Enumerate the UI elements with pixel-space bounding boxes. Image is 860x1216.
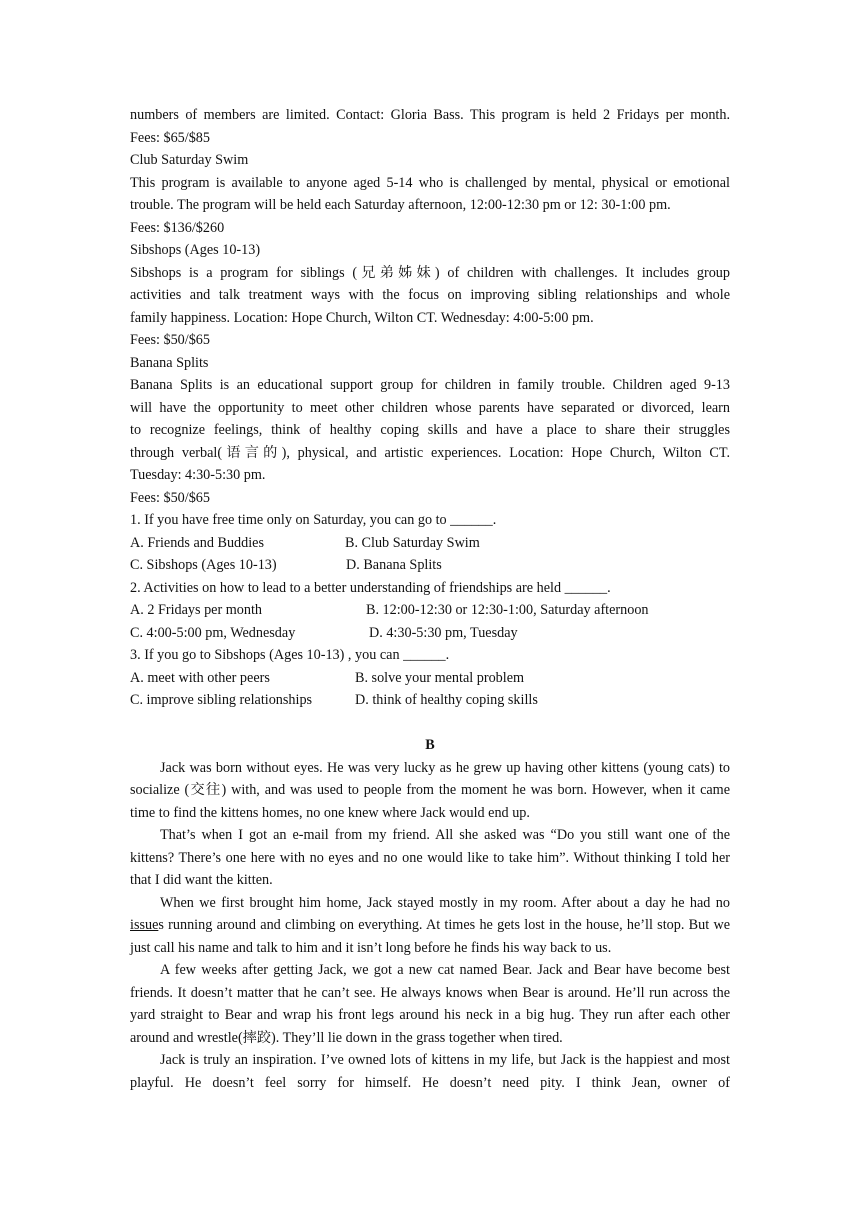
paragraph: Jack was born without eyes. He was very lucky as he grew up having other kittens (young cats) to socialize (交往) with, and was used to people from the moment he was born. However, when it came time to find the kittens homes, no one knew where Jack would end up. — [130, 759, 730, 821]
program-title: Sibshops (Ages 10-13) — [130, 242, 261, 258]
option-a: A. 2 Fridays per month — [130, 602, 263, 618]
paragraph: Jack is truly an inspiration. I’ve owned lots of kittens in my life, but Jack is the happiest and most playful. He doesn’t feel sorry for himself. He doesn’t need pity. I think Jean, owner of — [130, 1052, 730, 1091]
text-line: Banana Splits is an educational support group for children in family trouble. Children aged 9-13 — [130, 377, 730, 393]
option-a: A. Friends and Buddies — [130, 534, 264, 551]
option-b: B. solve your mental problem — [355, 669, 525, 686]
program-title: Banana Splits — [130, 354, 209, 371]
paragraph: That’s when I got an e-mail from my friend. All she asked was “Do you still want one of the kittens? There’s one here with no eyes and no one would like to take him”. Without thinking I told her that I did want the kitten. — [130, 827, 730, 888]
paragraph-text: s running around and climbing on everything. At times he gets lost in the house, he’ll stop. But we just call his name and talk to him and it isn’t long before he finds his way back to us. — [130, 917, 730, 956]
option-row — [130, 554, 730, 577]
paragraph-text: When we first brought him home, Jack stayed mostly in my room. After about a day he had no — [160, 894, 730, 911]
option-d: D. think of healthy coping skills — [355, 692, 538, 708]
fees-line: Fees: $136/$260 — [130, 219, 225, 236]
option-row — [130, 667, 730, 690]
option-row — [130, 689, 730, 712]
text-line: to recognize feelings, think of healthy coping skills and have a place to share their struggles — [130, 422, 730, 438]
paragraph: A few weeks after getting Jack, we got a new cat named Bear. Jack and Bear have become best friends. It doesn’t matter that he can’t see. He always knows when Bear is around. He’ll run across the yard straight to Bear and wrap his front legs around his neck in a big hug. They run after each other around and wrestle(摔跤). They’ll lie down in the grass together when tired. — [130, 962, 730, 1046]
question-stem: 1. If you have free time only on Saturday, you can go to ______. — [130, 512, 497, 528]
option-d: D. Banana Splits — [346, 557, 442, 573]
option-c: C. 4:00-5:00 pm, Wednesday — [130, 624, 296, 641]
option-row — [130, 599, 730, 622]
program-title: Club Saturday Swim — [130, 152, 249, 168]
option-d: D. 4:30-5:30 pm, Tuesday — [369, 624, 518, 641]
text-line: activities and talk treatment ways with the focus on improving sibling relationships and whole — [130, 287, 730, 303]
text-line: This program is available to anyone aged 5-14 who is challenged by mental, physical or emotional — [130, 174, 730, 191]
option-a: A. meet with other peers — [130, 669, 270, 686]
text-line: through verbal(语言的), physical, and artistic experiences. Location: Hope Church, Wilton CT. — [130, 444, 730, 461]
text-line: family happiness. Location: Hope Church, Wilton CT. Wednesday: 4:00-5:00 pm. — [130, 309, 594, 326]
option-b: B. 12:00-12:30 or 12:30-1:00, Saturday afternoon — [366, 602, 649, 618]
fees-line: Fees: $50/$65 — [130, 332, 210, 348]
text-line: numbers of members are limited. Contact: Gloria Bass. This program is held 2 Fridays per month. — [130, 107, 730, 123]
text-line: will have the opportunity to meet other children whose parents have separated or divorced, learn — [130, 399, 730, 416]
option-row — [130, 622, 730, 645]
question-stem: 2. Activities on how to lead to a better understanding of friendships are held ______. — [130, 579, 611, 596]
text-line: Tuesday: 4:30-5:30 pm. — [130, 467, 266, 483]
option-b: B. Club Saturday Swim — [345, 534, 480, 551]
question-stem: 3. If you go to Sibshops (Ages 10-13) , you can ______. — [130, 647, 450, 663]
fees-line: Fees: $50/$65 — [130, 489, 210, 506]
fees-line: Fees: $65/$85 — [130, 129, 210, 146]
option-c: C. improve sibling relationships — [130, 692, 313, 708]
text-line: trouble. The program will be held each Saturday afternoon, 12:00-12:30 pm or 12: 30-1:00 pm. — [130, 197, 671, 213]
paragraph — [130, 892, 730, 960]
underlined-word: issue — [130, 917, 159, 933]
document-page — [130, 104, 730, 1094]
option-c: C. Sibshops (Ages 10-13) — [130, 557, 277, 573]
text-line: Sibshops is a program for siblings (兄弟姊妹) of children with challenges. It includes group — [130, 264, 730, 281]
option-row — [130, 532, 730, 555]
section-heading: B — [425, 737, 435, 753]
